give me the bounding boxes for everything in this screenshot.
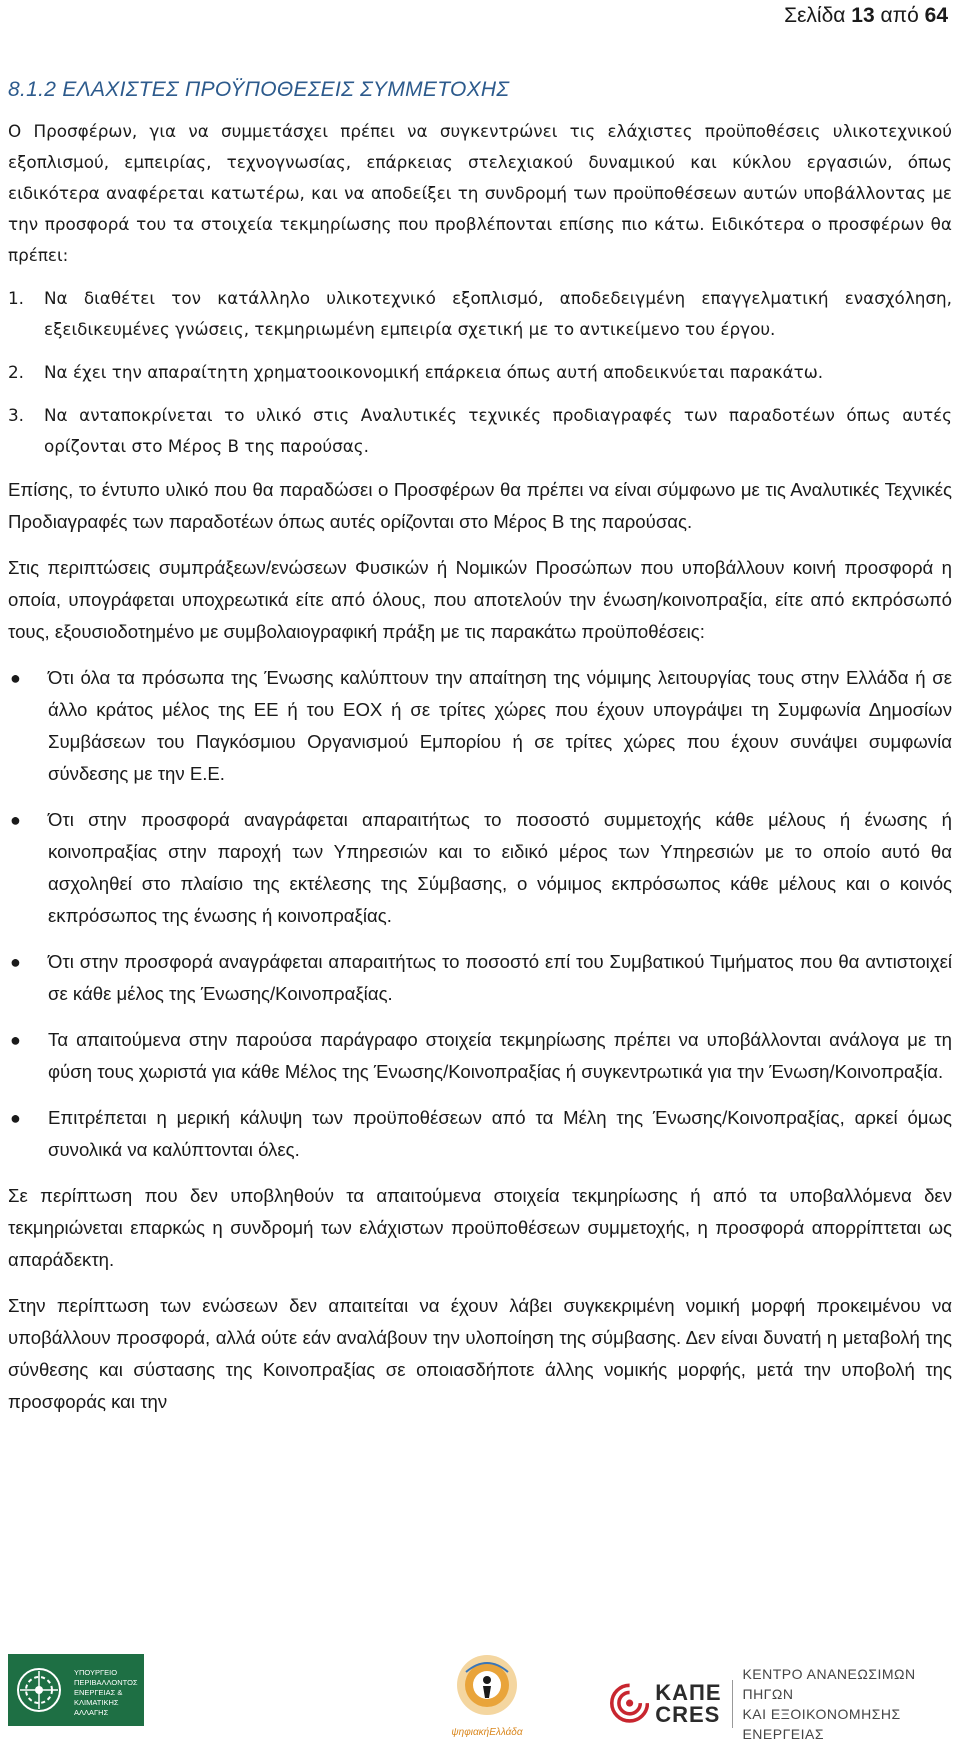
cres-logo (610, 1664, 960, 1744)
bullet-item (8, 946, 952, 1010)
cres-latin-name: CRES (655, 1702, 721, 1727)
document-body (8, 78, 952, 1432)
item-number: 3. (8, 405, 25, 425)
bullet-text: Επιτρέπεται η μερική κάλυψη των προϋποθέσεων από τα Μέλη της Ένωσης/Κοινοπραξίας, αρκεί όμως συνολικά να καλύπτονται όλες. (48, 1107, 952, 1160)
bullet-text: Ότι στην προσφορά αναγράφεται απαραιτήτως το ποσοστό επί του Συμβατικού Τιμήματος που θα αντιστοιχεί σε κάθε μέλος της Ένωσης/Κοινοπραξίας. (48, 951, 952, 1004)
page-current: 13 (851, 4, 875, 27)
cres-divider (732, 1680, 733, 1728)
item-number: 1. (8, 288, 25, 308)
cres-desc-line2: ΚΑΙ ΕΞΟΙΚΟΝΟΜΗΣΗΣ ΕΝΕΡΓΕΙΑΣ (742, 1706, 901, 1742)
ministry-text: ΥΠΟΥΡΓΕΙΟ ΠΕΡΙΒΑΛΛΟΝΤΟΣ ΕΝΕΡΓΕΙΑΣ & ΚΛΙΜΑΤΙΚΗΣ ΑΛΛΑΓΗΣ (74, 1668, 138, 1717)
numbered-item (8, 400, 952, 462)
digital-greece-caption: ψηφιακήΕλλάδα (451, 1727, 523, 1738)
cres-description (742, 1664, 960, 1744)
paragraph-legal-form: Στην περίπτωση των ενώσεων δεν απαιτείται να έχουν λάβει συγκεκριμένη νομική μορφή προκειμένου να υποβάλλουν προσφορά, αλλά ούτε εάν αναλάβουν την υλοποίηση της σύμβασης. Δεν είναι δυνατή η μεταβολή της σύνθεσης και σύστασης της Κοινοπραξίας σε οποιασδήποτε άλλης νομικής μορφής, μετά την υποβολή της προσφοράς και την (8, 1295, 952, 1412)
bullet-item (8, 804, 952, 932)
item-text: Να έχει την απαραίτητη χρηματοοικονομική επάρκεια όπως αυτή αποδεικνύεται παρακάτω. (44, 362, 824, 382)
page-prefix: Σελίδα (784, 4, 846, 27)
bullet-text: Τα απαιτούμενα στην παρούσα παράγραφο στοιχεία τεκμηρίωσης πρέπει να υποβάλλονται ανάλογα με τη φύση τους χωριστά για κάθε Μέλος της Ένωσης/Κοινοπραξίας ή συγκεντρωτικά για την Ένωση/Κοινοπραξία. (48, 1029, 952, 1082)
ministry-logo (8, 1654, 144, 1726)
bullet-icon: ● (10, 1030, 21, 1050)
bullet-icon: ● (10, 952, 21, 972)
page-mid: από (880, 4, 919, 27)
page-total: 64 (924, 4, 948, 27)
bullet-icon: ● (10, 810, 21, 830)
digital-greece-emblem-icon (452, 1650, 522, 1720)
cres-desc-line1: ΚΕΝΤΡΟ ΑΝΑΝΕΩΣΙΜΩΝ ΠΗΓΩΝ (742, 1666, 916, 1702)
numbered-list (8, 283, 952, 462)
paragraph-printed-material: Επίσης, το έντυπο υλικό που θα παραδώσει ο Προσφέρων θα πρέπει να είναι σύμφωνο με τις Αναλυτικές Τεχνικές Προδιαγραφές των παραδοτέων όπως αυτές ορίζονται στο Μέρος Β της παρούσας. (8, 479, 952, 532)
cres-mark-icon (610, 1679, 649, 1729)
footer-logos (0, 1650, 960, 1742)
page-number (784, 4, 948, 28)
bullet-item (8, 1024, 952, 1088)
numbered-item (8, 283, 952, 345)
digital-greece-logo (442, 1650, 532, 1736)
item-text: Να διαθέτει τον κατάλληλο υλικοτεχνικό εξοπλισμό, αποδεδειγμένη επαγγελματική ενασχόληση, εξειδικευμένες γνώσεις, τεκμηριωμένη εμπειρία σχετική με το αντικείμενο του έργου. (44, 288, 952, 339)
bullet-text: Ότι στην προσφορά αναγράφεται απαραιτήτως το ποσοστό συμμετοχής κάθε μέλους ή ένωσης ή κοινοπραξίας στην παροχή των Υπηρεσιών και το ειδικό μέρος των Υπηρεσιών με το οποίο αυτό θα ασχοληθεί στο πλαίσιο της εκτέλεσης της Σύμβασης, ο νόμιμος εκπρόσωπος κάθε μέλους και ο κοινός εκπρόσωπος της ένωσης ή κοινοπραξίας. (48, 809, 952, 926)
cres-greek-name: ΚΑΠΕ (655, 1680, 722, 1705)
bullet-text: Ότι όλα τα πρόσωπα της Ένωσης καλύπτουν την απαίτηση της νόμιμης λειτουργίας τους στην Ελλάδα ή σε άλλο κράτος μέλος της ΕΕ ή του ΕΟΧ ή σε τρίτες χώρες που έχουν υπογράψει τη Συμφωνία Δημοσίων Συμβάσεων του Παγκόσμιου Οργανισμού Εμπορίου ή σε τρίτες χώρες που έχουν συνάψει συμφωνία σύνδεσης με την Ε.Ε. (48, 667, 952, 784)
ministry-emblem-icon (8, 1654, 70, 1726)
bullet-icon: ● (10, 1108, 21, 1128)
paragraph-joint-ventures: Στις περιπτώσεις συμπράξεων/ενώσεων Φυσικών ή Νομικών Προσώπων που υποβάλλουν κοινή προσφορά η οποία, υπογράφεται υποχρεωτικά είτε από όλους, που αποτελούν την ένωση/κοινοπραξία, είτε από εκπρόσωπό τους, εξουσιοδοτημένο με συμβολαιογραφική πράξη με τις παρακάτω προϋποθέσεις: (8, 557, 952, 642)
intro-paragraph: Ο Προσφέρων, για να συμμετάσχει πρέπει να συγκεντρώνει τις ελάχιστες προϋποθέσεις υλικοτεχνικού εξοπλισμού, εμπειρίας, τεχνογνωσίας, επάρκειας στελεχιακού δυναμικού και κύκλου εργασιών, όπως ειδικότερα αναφέρεται κατωτέρω, και να αποδείξει τη συνδρομή των προϋποθέσεων αυτών υποβάλλοντας με την προσφορά του τα στοιχεία τεκμηρίωσης που προβλέπονται επίσης πιο κάτω. Ειδικότερα ο προσφέρων θα πρέπει: (8, 121, 952, 265)
item-text: Να ανταποκρίνεται το υλικό στις Αναλυτικές τεχνικές προδιαγραφές των παραδοτέων όπως αυτές ορίζονται στο Μέρος Β της παρούσας. (44, 405, 952, 456)
bullet-list (8, 662, 952, 1166)
numbered-item (8, 357, 952, 388)
bullet-icon: ● (10, 668, 21, 688)
cres-wordmark (655, 1682, 721, 1726)
bullet-item (8, 1102, 952, 1166)
paragraph-rejection: Σε περίπτωση που δεν υποβληθούν τα απαιτούμενα στοιχεία τεκμηρίωσης ή από τα υποβαλλόμενα δεν τεκμηριώνεται επαρκώς η συνδρομή των ελάχιστων προϋποθέσεων συμμετοχής, η προσφορά απορρίπτεται ως απαράδεκτη. (8, 1185, 952, 1270)
bullet-item (8, 662, 952, 790)
item-number: 2. (8, 362, 25, 382)
section-heading: 8.1.2 ΕΛΑΧΙΣΤΕΣ ΠΡΟΫΠΟΘΕΣΕΙΣ ΣΥΜΜΕΤΟΧΗΣ (8, 78, 510, 101)
